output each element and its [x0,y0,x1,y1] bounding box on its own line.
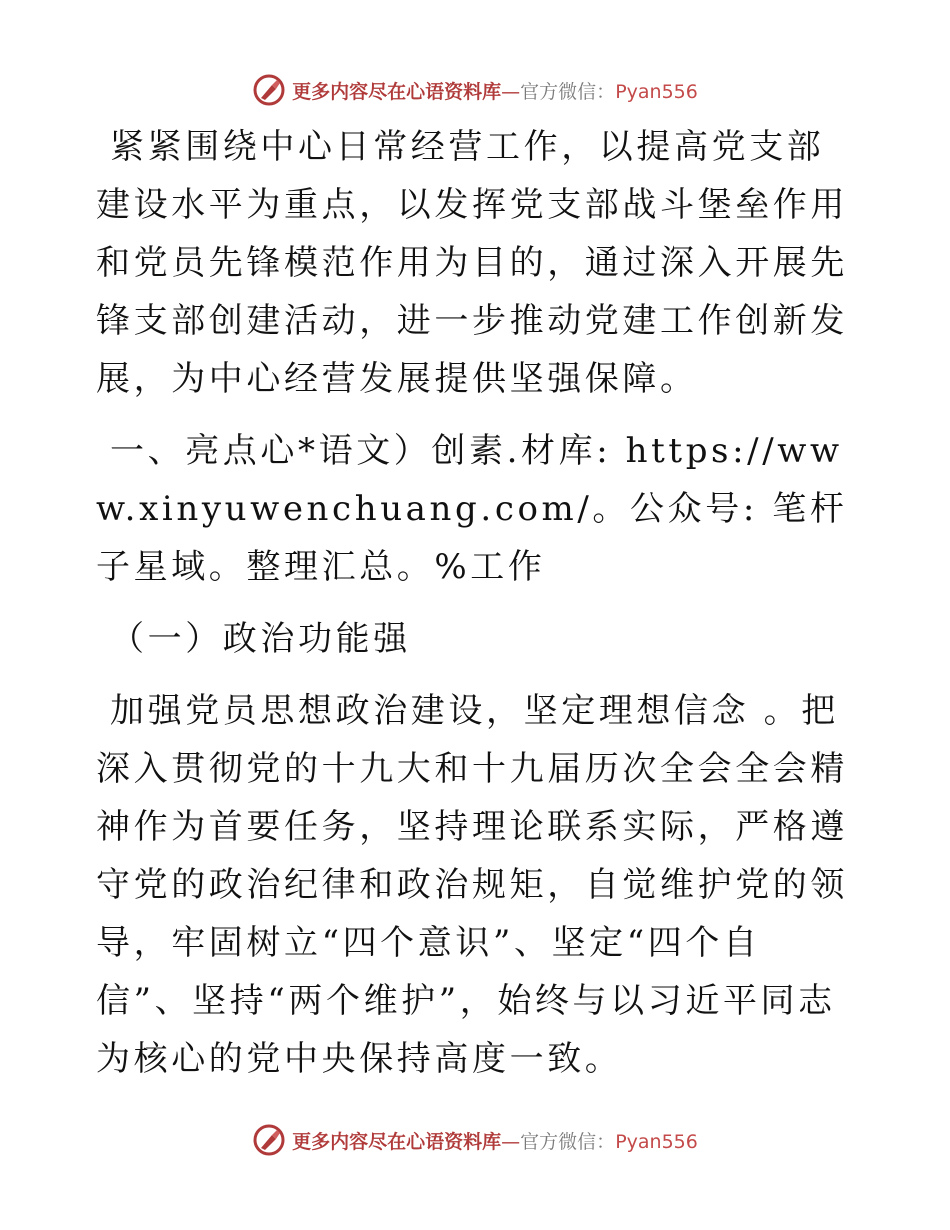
banner-separator: — [501,80,521,103]
section-heading-1: 一、亮点心*语文）创素.材库: https://www.xinyuwenchuang.com/。公众号: 笔杆子星域。整理汇总。%工作 [96,431,848,587]
header-banner [0,70,950,110]
banner-wechat-id: Pyan556 [615,1130,698,1153]
banner-text [292,77,698,104]
spacer [96,596,856,610]
banner-main: 更多内容尽在心语资料库 [292,1130,502,1153]
document-body [96,118,856,1088]
banner-official: 官方微信： [520,80,616,103]
banner-text [292,1127,698,1154]
banner-separator: — [501,1130,521,1153]
pen-nib-logo-icon [252,73,286,107]
pen-nib-logo-icon [252,1123,286,1157]
paragraph-politics: 加强党员思想政治建设，坚定理想信念 。把深入贯彻党的十九大和十九届历次全会全会精神作为首要任务，坚持理论联系实际，严格遵守党的政治纪律和政治规矩，自觉维护党的领导，牢固树立“四个意识”、坚定“四个自信”、坚持“两个维护”，始终与以习近平同志为核心的党中央保持高度一致。 [96,691,848,1079]
banner-main: 更多内容尽在心语资料库 [292,80,502,103]
footer-banner [0,1120,950,1160]
section-heading-2: （一）政治功能强 [110,619,411,659]
banner-official: 官方微信： [520,1130,616,1153]
spacer [96,408,856,422]
spacer [96,668,856,682]
banner-wechat-id: Pyan556 [615,80,698,103]
paragraph-intro: 紧紧围绕中心日常经营工作，以提高党支部建设水平为重点，以发挥党支部战斗堡垒作用和党员先锋模范作用为目的，通过深入开展先锋支部创建活动，进一步推动党建工作创新发展，为中心经营发展提供坚强保障。 [96,127,848,399]
